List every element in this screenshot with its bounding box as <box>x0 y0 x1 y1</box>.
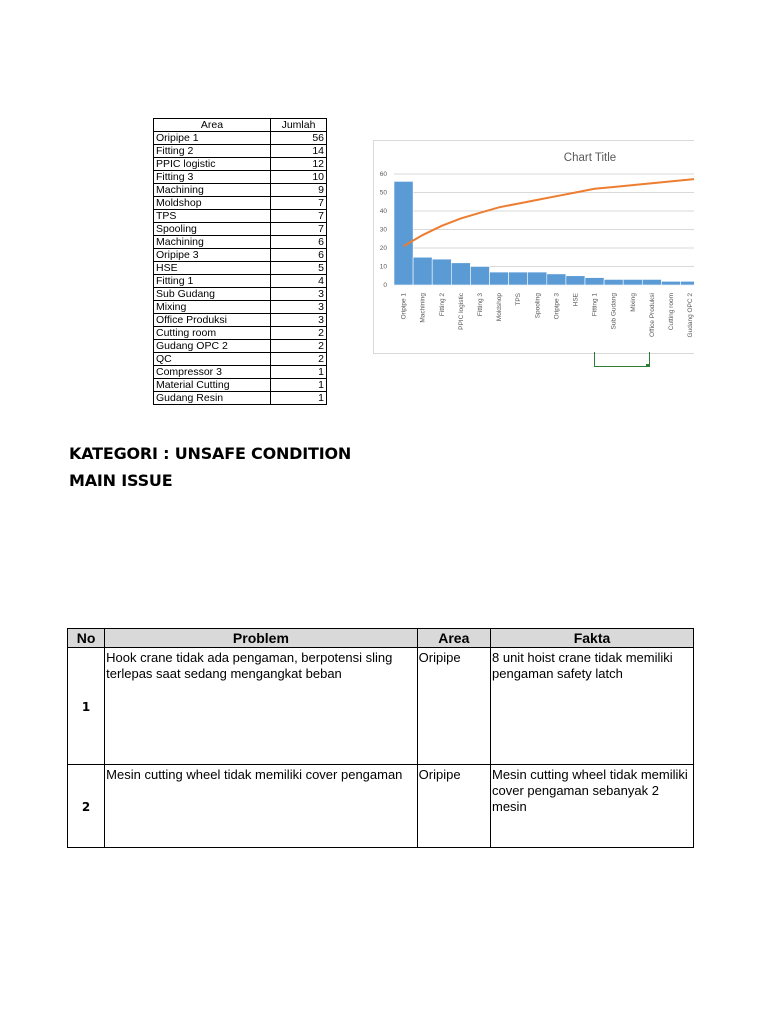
table-row <box>154 379 327 392</box>
area-count-cell: 6 <box>271 236 327 249</box>
chart-selection-handle <box>646 364 649 367</box>
chart-x-tick-label: Office Produksi <box>648 293 656 337</box>
table-row <box>154 223 327 236</box>
no-column-header: No <box>68 629 105 648</box>
chart-bar <box>528 272 547 285</box>
area-count-cell: 2 <box>271 340 327 353</box>
area-count-cell: 5 <box>271 262 327 275</box>
chart-y-tick-label: 30 <box>379 226 387 234</box>
area-count-cell: 1 <box>271 366 327 379</box>
pareto-chart <box>373 140 694 354</box>
issue-problem: Hook crane tidak ada pengaman, berpotensi sling terlepas saat sedang mengangkat beban <box>105 648 417 765</box>
table-row <box>154 171 327 184</box>
chart-bar <box>490 272 509 285</box>
table-row <box>154 249 327 262</box>
chart-x-tick-label: Oripipe 3 <box>553 293 561 320</box>
table-row <box>154 392 327 405</box>
area-count-table <box>153 118 327 405</box>
area-name-cell: Gudang OPC 2 <box>154 340 271 353</box>
chart-x-tick-label: Fitting 1 <box>591 293 599 317</box>
area-count-cell: 1 <box>271 392 327 405</box>
chart-x-tick-label: PPIC logistic <box>457 293 465 330</box>
area-count-cell: 7 <box>271 210 327 223</box>
table-row <box>154 158 327 171</box>
area-count-cell: 4 <box>271 275 327 288</box>
area-count-cell: 2 <box>271 327 327 340</box>
chart-bar <box>470 267 489 286</box>
chart-x-tick-label: Gudang OPC 2 <box>687 293 694 338</box>
area-name-cell: Office Produksi <box>154 314 271 327</box>
table-row <box>154 353 327 366</box>
area-count-cell: 14 <box>271 145 327 158</box>
area-name-cell: Sub Gudang <box>154 288 271 301</box>
chart-bar <box>451 263 470 285</box>
area-name-cell: Machining <box>154 236 271 249</box>
chart-svg <box>374 141 694 353</box>
area-name-cell: Fitting 2 <box>154 145 271 158</box>
issue-number: 1 <box>68 648 105 765</box>
chart-bar <box>394 181 413 285</box>
area-count-cell: 2 <box>271 353 327 366</box>
chart-x-tick-label: TPS <box>515 293 523 306</box>
table-row <box>154 275 327 288</box>
table-row <box>154 327 327 340</box>
fakta-column-header: Fakta <box>491 629 694 648</box>
area-count-cell: 9 <box>271 184 327 197</box>
chart-cumulative-line <box>404 178 694 246</box>
main-issue-heading: MAIN ISSUE <box>69 471 173 490</box>
chart-bar <box>681 281 695 285</box>
area-column-header: Area <box>154 119 271 132</box>
area-name-cell: Gudang Resin <box>154 392 271 405</box>
chart-bar <box>509 272 528 285</box>
area-count-cell: 3 <box>271 314 327 327</box>
area-count-cell: 3 <box>271 288 327 301</box>
area-name-cell: HSE <box>154 262 271 275</box>
issue-table-header-row <box>68 629 694 648</box>
problem-column-header: Problem <box>105 629 417 648</box>
chart-x-tick-label: Oripipe 1 <box>400 293 408 320</box>
issue-area: Oripipe <box>417 765 490 848</box>
area-name-cell: Compressor 3 <box>154 366 271 379</box>
chart-y-tick-label: 40 <box>379 208 387 215</box>
jumlah-column-header: Jumlah <box>271 119 327 132</box>
issue-table <box>67 628 694 848</box>
area-table-header-row <box>154 119 327 132</box>
table-row <box>154 184 327 197</box>
table-row <box>154 132 327 145</box>
chart-bar <box>585 278 604 285</box>
table-row <box>154 210 327 223</box>
area-name-cell: Spooling <box>154 223 271 236</box>
area-count-cell: 1 <box>271 379 327 392</box>
chart-x-tick-label: Machining <box>419 293 427 323</box>
chart-bar <box>566 276 585 285</box>
area-name-cell: Material Cutting <box>154 379 271 392</box>
chart-bar <box>432 259 451 285</box>
table-row <box>154 301 327 314</box>
chart-y-tick-label: 60 <box>379 171 387 178</box>
table-row <box>154 288 327 301</box>
area-name-cell: Moldshop <box>154 197 271 210</box>
area-name-cell: Machining <box>154 184 271 197</box>
area-count-cell: 10 <box>271 171 327 184</box>
table-row <box>154 236 327 249</box>
table-row <box>154 314 327 327</box>
chart-bar <box>623 279 642 285</box>
area-name-cell: PPIC logistic <box>154 158 271 171</box>
area-name-cell: TPS <box>154 210 271 223</box>
chart-x-tick-label: Mixing <box>629 293 637 312</box>
issue-problem: Mesin cutting wheel tidak memiliki cover pengaman <box>105 765 417 848</box>
area-table-body <box>154 132 327 405</box>
chart-y-tick-label: 50 <box>379 189 387 197</box>
area-name-cell: Fitting 1 <box>154 275 271 288</box>
area-name-cell: Mixing <box>154 301 271 314</box>
area-name-cell: Oripipe 1 <box>154 132 271 145</box>
area-name-cell: Cutting room <box>154 327 271 340</box>
chart-bar <box>661 281 680 285</box>
chart-y-tick-label: 10 <box>379 263 387 271</box>
area-count-cell: 3 <box>271 301 327 314</box>
area-count-cell: 56 <box>271 132 327 145</box>
chart-y-tick-label: 0 <box>383 282 387 289</box>
issue-number: 2 <box>68 765 105 848</box>
area-column-header: Area <box>417 629 490 648</box>
issue-fakta: 8 unit hoist crane tidak memiliki pengaman safety latch <box>491 648 694 765</box>
area-count-cell: 12 <box>271 158 327 171</box>
area-count-cell: 6 <box>271 249 327 262</box>
table-row <box>154 197 327 210</box>
chart-bar <box>604 279 623 285</box>
chart-x-tick-label: Fitting 2 <box>438 293 446 317</box>
chart-x-tick-label: Sub Gudang <box>610 293 618 330</box>
area-name-cell: QC <box>154 353 271 366</box>
kategori-heading: KATEGORI : UNSAFE CONDITION <box>69 444 352 463</box>
chart-selection-bracket <box>594 352 650 367</box>
area-name-cell: Fitting 3 <box>154 171 271 184</box>
chart-bar <box>547 274 566 285</box>
chart-x-tick-label: Fitting 3 <box>476 293 484 317</box>
table-row <box>154 262 327 275</box>
chart-x-tick-label: Moldshop <box>496 293 504 322</box>
chart-title: Chart Title <box>563 152 617 164</box>
area-name-cell: Oripipe 3 <box>154 249 271 262</box>
chart-bar <box>413 257 432 285</box>
table-row <box>68 648 694 765</box>
area-count-cell: 7 <box>271 197 327 210</box>
chart-x-tick-label: Spooling <box>534 293 542 319</box>
table-row <box>154 340 327 353</box>
chart-x-tick-label: HSE <box>572 293 580 307</box>
chart-y-tick-label: 20 <box>379 245 387 252</box>
chart-x-tick-label: Cutting room <box>667 293 675 331</box>
table-row <box>154 366 327 379</box>
issue-fakta: Mesin cutting wheel tidak memiliki cover pengaman sebanyak 2 mesin <box>491 765 694 848</box>
area-count-cell: 7 <box>271 223 327 236</box>
issue-area: Oripipe <box>417 648 490 765</box>
chart-bar <box>642 279 661 285</box>
table-row <box>154 145 327 158</box>
table-row <box>68 765 694 848</box>
